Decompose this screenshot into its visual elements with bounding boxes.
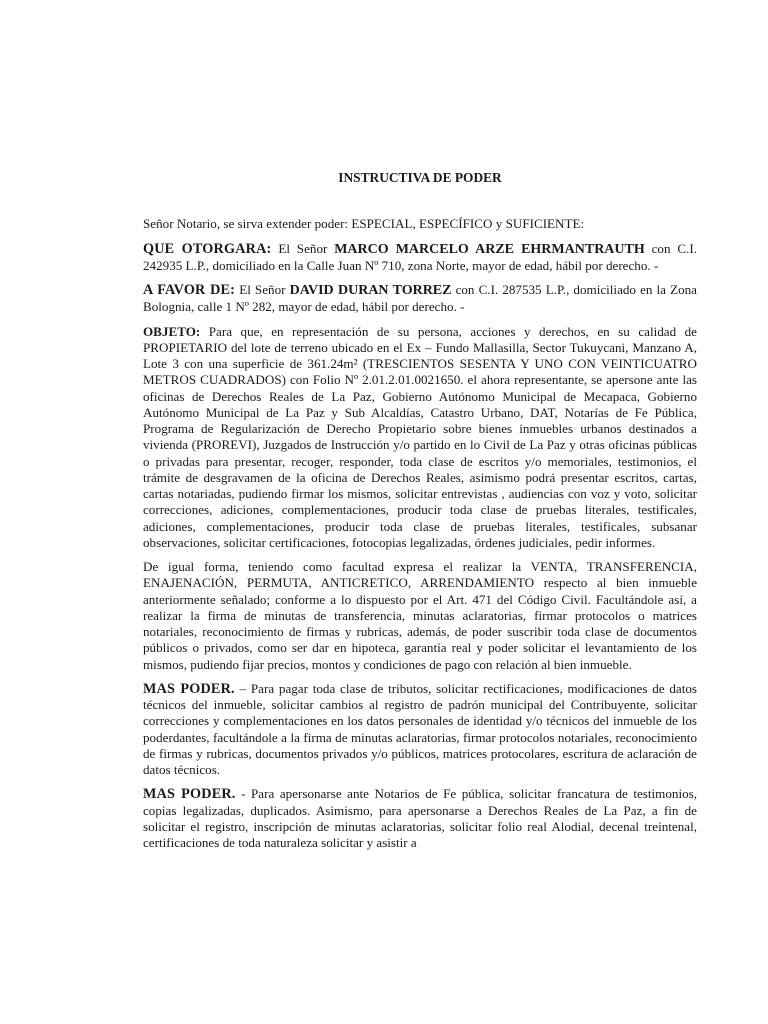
apoderado-name: DAVID DURAN TORREZ — [289, 283, 452, 298]
objeto-text: Para que, en representación de su persona, acciones y derechos, en su calidad de PROPIETARIO del lote de terreno ubicado en el Ex – Fundo Mallasilla, Sector Tukuycani, Manzano A, Lote 3 con una superficie de 361.24m² (TRESCIENTOS SESENTA Y UNO CON VEINTICUATRO METROS CUADRADOS) con Folio Nº 2.01.2.01.0021650. el ahora representante, se apersone ante las oficinas de Derechos Reales de La Paz, Gobierno Autónomo Municipal de Mecapaca, Gobierno Autónomo Municipal de La Paz y Sub Alcaldías, Catastro Urbano, DAT, Notarías de Fe Pública, Programa de Regularización de Derecho Propietario sobre bienes inmuebles urbanos destinados a vivienda (PROREVI), Juzgados de Instrucción y/o partido en lo Civil de La Paz y otras oficinas públicas o privadas para presentar, recoger, responder, toda clase de escritos y/o memoriales, testimonios, el trámite de desgravamen de la oficina de Derechos Reales, asimismo podrá presentar escritos, cartas, cartas notariadas, pudiendo firmar los mismos, solicitar entrevistas , audiencias con voz y voto, solicitar correcciones, adiciones, complementaciones, producir toda clase de pruebas literales, testificales, adiciones, complementaciones, producir toda clase de pruebas literales, testificales, subsanar observaciones, solicitar certificaciones, fotocopias legalizadas, órdenes judiciales, pedir informes. — [143, 323, 697, 550]
objeto-label: OBJETO: — [143, 323, 201, 339]
objeto-paragraph — [143, 324, 697, 552]
mas-poder-text-2: - Para apersonarse ante Notarios de Fe pública, solicitar francatura de testimonios, copias legalizadas, duplicados. Asimismo, para apersonarse a Derechos Reales de La Paz, a fin de solicitar el registro, inscripción de minutas aclaratorias, solicitar folio real Alodial, decenal treintenal, certificaciones de toda naturaleza solicitar y asistir a — [143, 786, 698, 850]
document-body — [143, 164, 697, 851]
otorgara-details: con C.I. 242935 L.P., domiciliado en la Calle Juan Nº 710, zona Norte, mayor de edad, hábil por derecho. - — [143, 240, 697, 273]
otorgara-paragraph — [143, 241, 697, 275]
igual-forma-paragraph: De igual forma, teniendo como facultad expresa el realizar la VENTA, TRANSFERENCIA, ENAJENACIÓN, PERMUTA, ANTICRETICO, ARRENDAMIENTO respecto al bien inmueble anteriormente señalado; conforme a lo dispuesto por el Art. 471 del Código Civil. Facultándole así, a realizar la firma de minutas de transferencia, minutas aclaratorias, firmar protocolos o matrices notariales, reconocimiento de firmas y rubricas, además, de poder suscribir toda clase de documentos públicos o privados, como ser dar en hipoteca, garantía real y poder solicitar el levantamiento de los mismos, pudiendo fijar precios, montos y condiciones de pago con relación al bien inmueble. — [143, 559, 697, 672]
intro-paragraph: Señor Notario, se sirva extender poder: ESPECIAL, ESPECÍFICO y SUFICIENTE: — [143, 216, 585, 232]
mas-poder-label-2: MAS PODER. — [143, 786, 236, 803]
a-favor-paragraph — [143, 282, 697, 316]
mas-poder-label-1: MAS PODER. — [143, 680, 235, 697]
mas-poder-paragraph-2 — [143, 786, 697, 851]
otorgara-label: QUE OTORGARA: — [143, 240, 272, 257]
mas-poder-paragraph-1 — [143, 681, 697, 779]
a-favor-label: A FAVOR DE: — [143, 282, 236, 298]
document-title: INSTRUCTIVA DE PODER — [338, 170, 502, 185]
a-favor-details: con C.I. 287535 L.P., domiciliado en la Zona Bolognia, calle 1 Nº 282, mayor de edad, hábil por derecho. - — [143, 282, 697, 315]
a-favor-pre: El Señor — [235, 282, 290, 297]
mas-poder-text-1: – Para pagar toda clase de tributos, solicitar rectificaciones, modificaciones de datos técnicos del inmueble, solicitar cambios al registro de padrón municipal del Contribuyente, solicitar correcciones y complementaciones en los datos personales de identidad y/o técnicos del inmueble de los poderdantes, facultándole a la firma de minutas aclaratorias, firmar protocolos notariales, reconocimiento de firmas y rubricas, documentos privados y/o públicos, matrices protocolares, escritura de aclaración de datos técnicos. — [143, 680, 698, 777]
otorgante-name: MARCO MARCELO ARZE EHRMANTRAUTH — [334, 241, 645, 257]
otorgara-pre: El Señor — [271, 240, 335, 256]
